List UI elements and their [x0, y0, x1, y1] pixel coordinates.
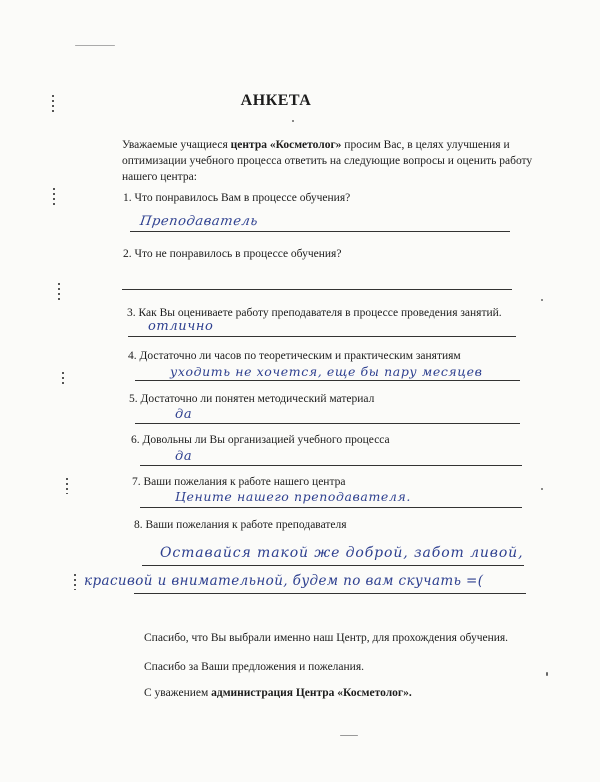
- scan-mark: [62, 372, 64, 386]
- answer-4: уходить не хочется, еще бы пару месяцев: [170, 364, 483, 379]
- thanks-choice: Спасибо, что Вы выбрали именно наш Центр, для прохождения обучения.: [144, 632, 509, 644]
- answer-line-7: [140, 507, 522, 508]
- scan-mark: [58, 283, 60, 303]
- scan-mark: [53, 188, 55, 208]
- scan-speck: [541, 299, 543, 301]
- answer-line-4: [135, 380, 520, 381]
- scan-speck: [340, 735, 358, 736]
- question-2: 2. Что не понравилось в процессе обучения?: [123, 248, 342, 260]
- intro-paragraph: [122, 137, 542, 185]
- answer-line-3: [128, 336, 516, 337]
- question-4: 4. Достаточно ли часов по теоретическим и практическим занятиям: [128, 350, 461, 362]
- question-5: 5. Достаточно ли понятен методический материал: [129, 393, 375, 405]
- signature-admin: администрация Центра «Косметолог».: [211, 687, 412, 699]
- answer-1: Преподаватель: [138, 214, 260, 229]
- scan-mark: [66, 478, 68, 494]
- answer-line-5: [135, 423, 520, 424]
- answer-line-6: [140, 465, 522, 466]
- scan-speck: [546, 672, 548, 676]
- question-8: 8. Ваши пожелания к работе преподавателя: [134, 519, 347, 531]
- answer-5: да: [175, 407, 193, 422]
- page-title: АНКЕТА: [240, 92, 312, 109]
- answer-line-1: [130, 231, 510, 232]
- scan-speck: [541, 488, 543, 490]
- intro-text-after: просим Вас, в целях улучшения и оптимизации учебного процесса ответить на следующие вопросы и оценить работу нашего центра:: [122, 139, 533, 183]
- scan-speck: [75, 45, 115, 46]
- signature-line: [144, 687, 412, 699]
- answer-line-8a: [142, 565, 524, 566]
- answer-8-line-2: красивой и внимательной, будем по вам скучать =(: [84, 573, 484, 589]
- intro-center-name: центра «Косметолог»: [230, 139, 342, 151]
- question-3: 3. Как Вы оцениваете работу преподавателя в процессе проведения занятий.: [127, 307, 502, 319]
- answer-line-8b: [134, 593, 526, 594]
- scan-mark: [74, 574, 76, 590]
- answer-line-2: [122, 289, 512, 290]
- scan-speck: [292, 120, 294, 122]
- thanks-suggestions: Спасибо за Ваши предложения и пожелания.: [144, 661, 364, 673]
- question-1: 1. Что понравилось Вам в процессе обучения?: [123, 192, 351, 204]
- intro-text-before: Уважаемые учащиеся: [122, 139, 231, 151]
- answer-8-line-1: Оставайся такой же доброй, забот ливой,: [160, 545, 524, 561]
- scan-mark: [52, 95, 54, 115]
- signature-prefix: С уважением: [144, 687, 212, 699]
- question-7: 7. Ваши пожелания к работе нашего центра: [132, 476, 346, 488]
- answer-6: да: [175, 449, 193, 464]
- answer-7: Цените нашего преподавателя.: [175, 489, 411, 504]
- question-6: 6. Довольны ли Вы организацией учебного процесса: [131, 434, 390, 446]
- answer-3: отлично: [148, 319, 214, 334]
